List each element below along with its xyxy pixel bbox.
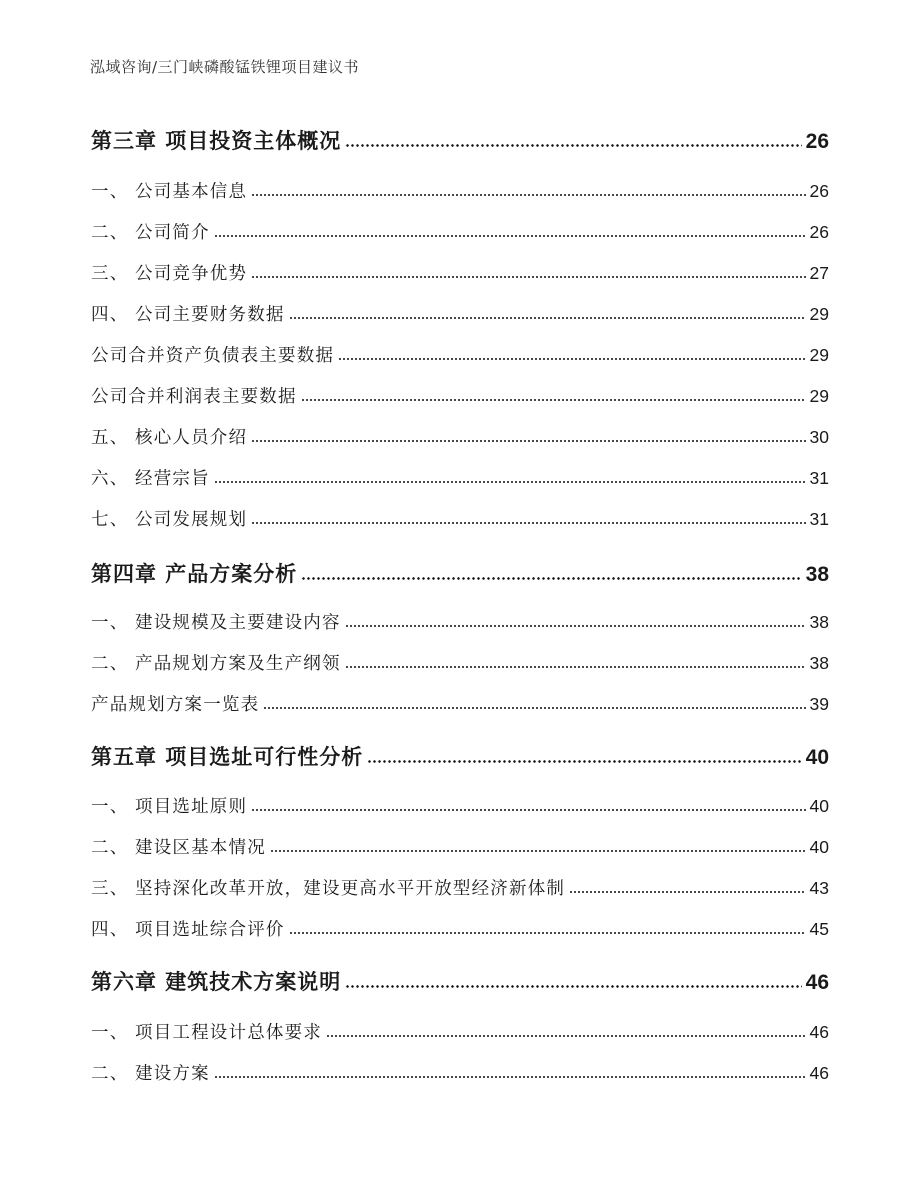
toc-page-number: 26	[809, 222, 829, 242]
toc-section-entry[interactable]	[91, 609, 829, 634]
dot-leader	[289, 920, 806, 938]
toc-entry-number: 六、	[91, 469, 129, 489]
toc-section-entry[interactable]	[91, 301, 829, 326]
toc-entry-label	[91, 125, 343, 155]
toc-entry-label	[91, 741, 365, 771]
dot-leader	[251, 797, 805, 815]
toc-section-entry[interactable]	[91, 1019, 829, 1044]
toc-entry-label	[91, 219, 212, 244]
toc-entry-title: 公司基本信息	[135, 182, 248, 202]
toc-entry-number: 三、	[91, 879, 129, 899]
toc-entry-label	[91, 609, 343, 634]
toc-page-number: 43	[809, 878, 829, 898]
toc-entry-number: 一、	[91, 182, 129, 202]
dot-leader	[251, 428, 805, 446]
toc-entry-title: 产品规划方案一览表	[91, 695, 260, 715]
toc-entry-label	[91, 650, 343, 675]
toc-page-number: 40	[809, 837, 829, 857]
toc-chapter-entry[interactable]	[91, 741, 829, 771]
toc-entry-title: 第六章 建筑技术方案说明	[91, 970, 342, 994]
toc-entry-label	[91, 1019, 324, 1044]
toc-section-entry[interactable]	[91, 465, 829, 490]
toc-entry-label	[91, 301, 287, 326]
toc-entry-label	[91, 916, 287, 941]
toc-entry-number: 一、	[91, 797, 129, 817]
toc-entry-label	[91, 875, 567, 900]
toc-section-entry[interactable]	[91, 650, 829, 675]
dot-leader	[345, 971, 801, 992]
toc-section-entry[interactable]	[91, 916, 829, 941]
dot-leader	[251, 264, 805, 282]
toc-entry-label	[91, 506, 249, 531]
toc-section-entry[interactable]	[91, 424, 829, 449]
toc-entry-title: 第三章 项目投资主体概况	[91, 129, 342, 153]
toc-entry-title: 建设区基本情况	[135, 838, 266, 858]
toc-entry-number: 一、	[91, 613, 129, 633]
toc-section-entry[interactable]	[91, 1060, 829, 1085]
toc-entry-title: 坚持深化改革开放，建设更高水平开放型经济新体制	[135, 879, 566, 899]
toc-entry-label	[91, 558, 299, 588]
dot-leader	[326, 1023, 806, 1041]
toc-section-entry[interactable]	[91, 834, 829, 859]
toc-entry-title: 项目选址综合评价	[135, 920, 285, 940]
toc-page-number: 29	[809, 304, 829, 324]
toc-page-number: 39	[809, 694, 829, 714]
toc-entry-label	[91, 1060, 212, 1085]
toc-entry-title: 核心人员介绍	[135, 428, 248, 448]
toc-entry-number: 五、	[91, 428, 129, 448]
toc-page-number: 40	[809, 796, 829, 816]
toc-entry-number: 二、	[91, 838, 129, 858]
dot-leader	[301, 563, 801, 584]
dot-leader	[263, 695, 805, 713]
toc-page-number: 38	[809, 653, 829, 673]
dot-leader	[569, 879, 805, 897]
toc-page-number: 31	[809, 468, 829, 488]
dot-leader	[214, 1064, 806, 1082]
toc-page-number: 27	[809, 263, 829, 283]
toc-page-number: 46	[809, 1022, 829, 1042]
toc-entry-title: 建设方案	[135, 1064, 210, 1084]
toc-page-number: 46	[805, 971, 829, 994]
dot-leader	[214, 223, 806, 241]
toc-entry-title: 公司合并资产负债表主要数据	[91, 346, 335, 366]
toc-entry-number: 四、	[91, 920, 129, 940]
toc-page-number: 31	[809, 509, 829, 529]
dot-leader	[270, 838, 806, 856]
toc-entry-number: 二、	[91, 223, 129, 243]
toc-entry-number: 二、	[91, 654, 129, 674]
toc-section-entry[interactable]	[91, 342, 829, 367]
dot-leader	[338, 346, 805, 364]
toc-entry-title: 公司发展规划	[135, 510, 248, 530]
toc-entry-label	[91, 966, 343, 996]
dot-leader	[301, 387, 806, 405]
toc-page-number: 29	[809, 345, 829, 365]
dot-leader	[289, 305, 806, 323]
dot-leader	[345, 654, 806, 672]
toc-entry-title: 经营宗旨	[135, 469, 210, 489]
toc-entry-number: 二、	[91, 1064, 129, 1084]
toc-section-entry[interactable]	[91, 691, 829, 716]
toc-entry-title: 公司竞争优势	[135, 264, 248, 284]
dot-leader	[345, 613, 806, 631]
toc-entry-label	[91, 691, 261, 716]
toc-entry-number: 一、	[91, 1023, 129, 1043]
toc-page-number: 26	[805, 130, 829, 153]
dot-leader	[345, 130, 801, 151]
toc-page-number: 26	[809, 181, 829, 201]
toc-entry-title: 项目工程设计总体要求	[135, 1023, 322, 1043]
toc-entry-label	[91, 793, 249, 818]
toc-section-entry[interactable]	[91, 506, 829, 531]
toc-entry-label	[91, 424, 249, 449]
toc-page-number: 29	[809, 386, 829, 406]
toc-entry-title: 第五章 项目选址可行性分析	[91, 745, 364, 769]
toc-entry-title: 公司主要财务数据	[135, 305, 285, 325]
toc-entry-title: 产品规划方案及生产纲领	[135, 654, 341, 674]
toc-section-entry[interactable]	[91, 875, 829, 900]
toc-entry-title: 公司合并利润表主要数据	[91, 387, 297, 407]
toc-page-number: 38	[809, 612, 829, 632]
toc-chapter-entry[interactable]	[91, 125, 829, 155]
toc-entry-label	[91, 465, 212, 490]
toc-entry-label	[91, 178, 249, 203]
dot-leader	[251, 182, 805, 200]
toc-chapter-entry[interactable]	[91, 966, 829, 996]
toc-page-number: 40	[805, 746, 829, 769]
toc-section-entry[interactable]	[91, 260, 829, 285]
toc-entry-title: 项目选址原则	[135, 797, 248, 817]
toc-entry-number: 三、	[91, 264, 129, 284]
toc-entry-title: 建设规模及主要建设内容	[135, 613, 341, 633]
toc-page-number: 38	[805, 563, 829, 586]
dot-leader	[214, 469, 806, 487]
toc-entry-label	[91, 260, 249, 285]
toc-entry-number: 七、	[91, 510, 129, 530]
toc-page-number: 45	[809, 919, 829, 939]
toc-chapter-entry[interactable]	[91, 558, 829, 588]
toc-entry-label	[91, 383, 299, 408]
toc-entry-title: 公司简介	[135, 223, 210, 243]
toc-entry-label	[91, 834, 268, 859]
running-header: 泓域咨询/三门峡磷酸锰铁锂项目建议书	[90, 58, 360, 76]
dot-leader	[367, 746, 801, 767]
toc-entry-title: 第四章 产品方案分析	[91, 562, 298, 586]
toc-section-entry[interactable]	[91, 383, 829, 408]
toc-section-entry[interactable]	[91, 793, 829, 818]
toc-section-entry[interactable]	[91, 219, 829, 244]
toc-page-number: 30	[809, 427, 829, 447]
toc-entry-number: 四、	[91, 305, 129, 325]
toc-section-entry[interactable]	[91, 178, 829, 203]
toc-page-number: 46	[809, 1063, 829, 1083]
dot-leader	[251, 510, 805, 528]
toc-entry-label	[91, 342, 336, 367]
